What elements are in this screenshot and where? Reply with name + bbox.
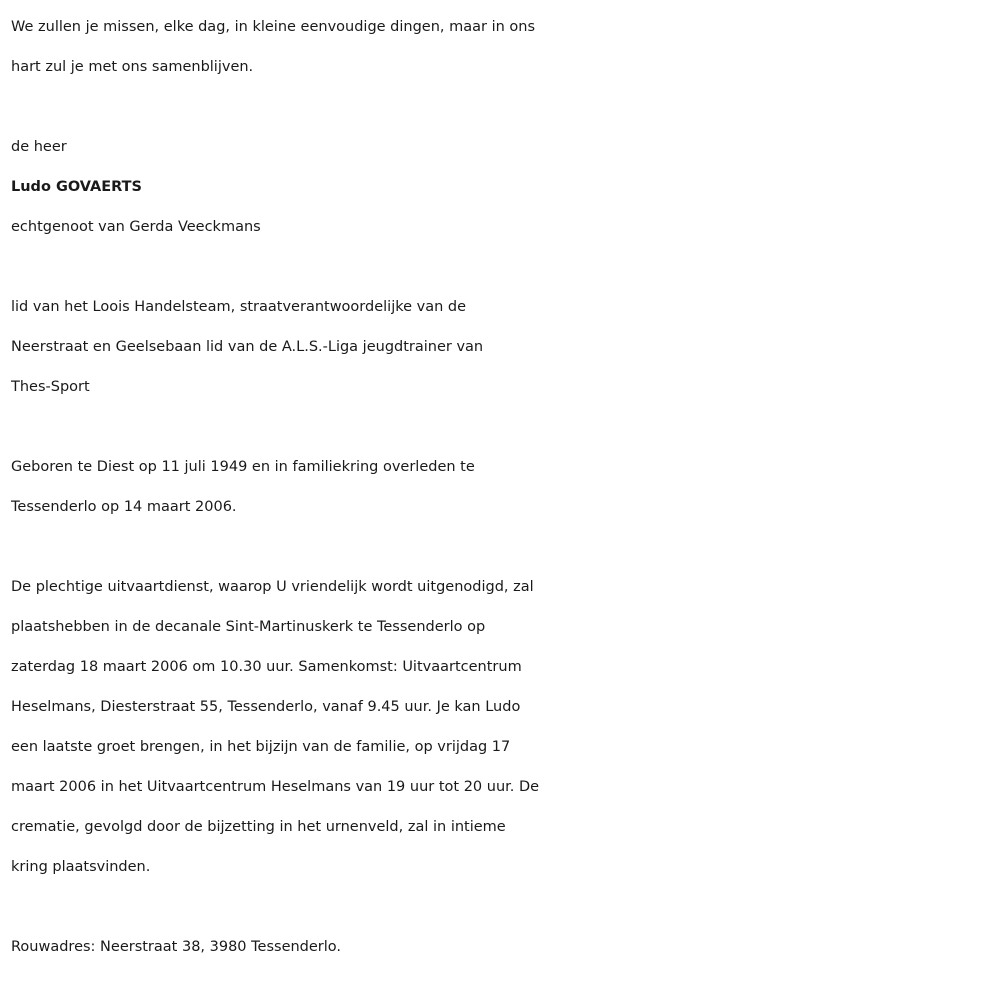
person-spouse: echtgenoot van Gerda Veeckmans	[11, 219, 261, 235]
memberships-line: lid van het Loois Handelsteam, straatverantwoordelijke van de	[11, 299, 467, 315]
memberships-paragraph	[11, 287, 1000, 407]
ceremony-line: plaatshebben in de decanale Sint-Martinuskerk te Tessenderlo op	[11, 619, 486, 635]
intro-paragraph	[11, 7, 1000, 87]
birth-death-line: Tessenderlo op 14 maart 2006.	[11, 499, 237, 515]
ceremony-paragraph	[11, 567, 1000, 887]
memberships-line: Neerstraat en Geelsebaan lid van de A.L.S.-Liga jeugdtrainer van	[11, 339, 484, 355]
person-block	[11, 127, 1000, 247]
paragraph-gap	[11, 887, 1000, 927]
address-paragraph	[11, 927, 1000, 967]
intro-line: hart zul je met ons samenblijven.	[11, 59, 254, 75]
ceremony-line: kring plaatsvinden.	[11, 859, 151, 875]
memberships-line: Thes-Sport	[11, 379, 90, 395]
ceremony-line: zaterdag 18 maart 2006 om 10.30 uur. Samenkomst: Uitvaartcentrum	[11, 659, 522, 675]
mourning-address: Rouwadres: Neerstraat 38, 3980 Tessenderlo.	[11, 939, 342, 955]
birth-death-line: Geboren te Diest op 11 juli 1949 en in familiekring overleden te	[11, 459, 475, 475]
paragraph-gap	[11, 247, 1000, 287]
person-title: de heer	[11, 139, 67, 155]
ceremony-line: een laatste groet brengen, in het bijzijn van de familie, op vrijdag 17	[11, 739, 511, 755]
ceremony-line: Heselmans, Diesterstraat 55, Tessenderlo, vanaf 9.45 uur. Je kan Ludo	[11, 699, 521, 715]
ceremony-line: crematie, gevolgd door de bijzetting in het urnenveld, zal in intieme	[11, 819, 506, 835]
paragraph-gap	[11, 527, 1000, 567]
ceremony-line: De plechtige uitvaartdienst, waarop U vriendelijk wordt uitgenodigd, zal	[11, 579, 534, 595]
birth-death-paragraph	[11, 447, 1000, 527]
paragraph-gap	[11, 407, 1000, 447]
intro-line: We zullen je missen, elke dag, in kleine eenvoudige dingen, maar in ons	[11, 19, 536, 35]
paragraph-gap	[11, 87, 1000, 127]
ceremony-line: maart 2006 in het Uitvaartcentrum Heselmans van 19 uur tot 20 uur. De	[11, 779, 540, 795]
person-name: Ludo GOVAERTS	[11, 179, 143, 195]
